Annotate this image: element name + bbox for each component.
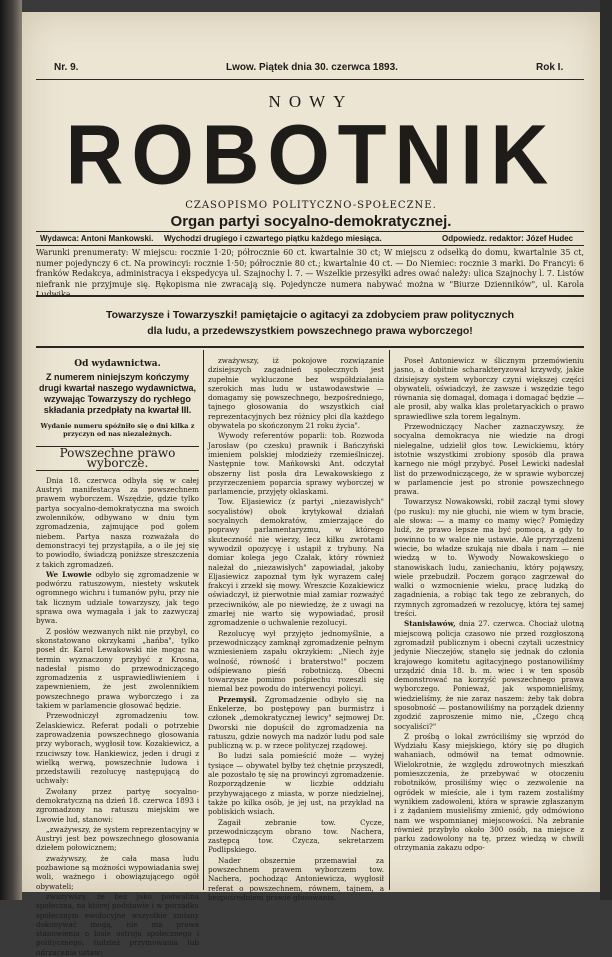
paragraph: Rezolucyę wył przyjęto jednomyślnie, a przewodniczący zamknął zgromadzenie pełnym wzniesieniem zapału okrzykiem: „Niech żyje wolność, równość i braterstwo!" poczem odśpiewano pieśń robotniczą. Obecni towarzysze pomimo pośpiechu rozeszli się niemal bez powodu do interwencyi policyi. — [208, 628, 384, 694]
publisher: Wydawca: Antoni Mankowski. — [40, 234, 154, 243]
paragraph: zważywszy, że cała masa ludu pozbawione są możności wypowiadania swej woli, ważnego i obowiązującego ogół obywateli; — [36, 853, 199, 891]
place-przemysl: Przemyśl. — [218, 694, 257, 704]
appeal-line-1: Towarzysze i Towarzyszki! pamiętajcie o agitacyi za zdobyciem praw politycznych — [105, 309, 515, 321]
paragraph: Z prośbą o lokal zwróciliśmy się wprzód do Wydziału Kasy miejskiego, który się po długich wahaniach, odmówił na temat odmownie. Wielokrotnie, że względu zdrowotnych mieszkań pomieszczenia, że przebywać w otoczeniu robotników, prosiliśmy więc o zezwolenie na ogródek w mieście, ale i tym razem zostaliśmy wynikiem zadowoleni, która w sprawie zgłaszanym i z żądaniem musieliśmy zmienić, gdy odmówiono nam we wspomnianej miejscowości. Na zebranie również przybyło około 300 osób, na miejsce z parku zadowolony na tę, przez wiedzą w chwili otrzymania zakazu odpo- — [394, 731, 584, 853]
rule-top — [36, 79, 584, 80]
column-divider-1 — [203, 350, 204, 890]
paragraph-text: odbyło się zgromadzenie w podwórzu ratuszowym, niestety wskutek ogromnego wichru i tumanów pyłu, przy nie tak licznym udziale towarzyszy, jak tego sprawa owa wymagała i jak to zazwyczaj bywa. — [36, 569, 199, 626]
schedule: Wychodzi drugiego i czwartego piątku każdego miesiąca. — [164, 234, 382, 243]
paragraph: Zagaił zebranie tow. Cycze, przewodniczącym obrano tow. Nachera, zastępcą tow. Czycza, sekretarzem Podlipskiego. — [208, 817, 384, 855]
paragraph: Zwołany przez partyę socyalno-demokratyczną na dzień 18. czerwca 1893 i zgromadzony na ratuszu miejskim we Lwowie lud, stanowi: — [36, 786, 199, 824]
newspaper-page — [22, 12, 600, 957]
paragraph: zważywszy, iż pokojowe rozwiązanie dzisiejszych zagadnień społecznych jest zupełnie wykluczone bez współdziałania szerokich mas ludu w ustawodawstwie — domagamy się powszechnego, bezpośredniego, tajnego głosowania do wszystkich ciał reprezentacyjnych bez różnicy płci dla każdego obywatela po skończonym 21 roku życia". — [208, 356, 384, 431]
paragraph: Dnia 18. czerwca odbyła się w całej Austryi manifestacya za powszechnem prawem wyborczem. Wszędzie, gdzie tylko partya socyalno-demokratyczna ma swoich zwolenników, odbywano w dniu tym zgromadzenia, zajmujące pod gołem niebem. Partya nasza rozważała do demonstracyi tej przystąpiła, a o ile jej się to powiodło, świadczą poniższe streszczenia z takich zgromadzeń. — [36, 475, 199, 569]
paragraph: Przewodniczący Nacher zaznaczywszy, że socyalna demokracya nie wiedzie na drogi nielegalne, udzielił głos tow. Lewickiemu, który istotnie wszystkimi zrobiony sposób dla prawa karnego nie mógł przybyć. Poseł Lewicki nadesłał list do przewodniczącego, że w sprawie wyborczej w parlamencie jest po stronie powszechnego prawa. — [394, 422, 584, 497]
paragraph: „zważywszy, że system reprezentacyjny w Austryi jest bez powszechnego głosowania dziełem połowicznem; — [36, 824, 199, 853]
appeal-banner — [36, 307, 584, 339]
dateline: Lwow. Piątek dnia 30. czerwca 1893. — [226, 62, 398, 73]
paragraph-text: dnia 27. czerwca. Chociaż ulotną miejscową policja czasowo nie przed rozgłoszoną zgromadził publicznym i obecni czytali uczestnicy jedynie Nieczejów, stanęło się jednak do członia krajowego komitetu agitacyjnego postanowiliśmy urządzić dnia 18. b. m. wiec i w ten sposób demonstrować na korzyść powszechnego prawa wyborczego. Ponieważ, jak wspomnieliśmy, wiedzieliśmy, że nie zaraz naszem: żeby tak dobra sposobność — postanowiliśmy na porządek dzienny zgodzić zaproszenie mimo nie, „Czego chcą socyaliści?" — [394, 619, 584, 731]
paragraph-przemysl — [208, 695, 384, 751]
scan-edge — [600, 0, 612, 900]
paragraph: Bo ludzi sala pomieścić może — wyżej tysiące — obywatel byłby też chętnie przyszedł, ale pozostało tę się na prowincyi zgromadzenie. Rozporządzenie w liczbie oddziału przybywającego z miasta, w porze niedzielnej, także po kilka osób, je jej ust, na przykład na pobliskich wsiach. — [208, 751, 384, 817]
paragraph: Z posłów wezwanych nikt nie przybył, co skonstatowano okrzykami „hańba", tylko poseł dr. Karol Lewakowski nie mogąc na termin wyznaczony przybyć z Krosna, nadesłał pismo do przewodniczącego zgromadzenia z usprawiedliwieniem i zapewnieniem, że jest zwolennikiem powszechnego prawa wyborczego i za takiem w parlamencie głosować będzie. — [36, 626, 199, 711]
place-lwow: We Lwowie — [46, 569, 92, 579]
column-3 — [394, 356, 584, 892]
column-divider-2 — [389, 350, 390, 890]
book-spine — [0, 0, 22, 900]
volume-year: Rok I. — [536, 62, 564, 73]
heading-powszechne-prawo: Powszechne prawo wyborcze. — [36, 446, 199, 471]
masthead-organ: Organ partyi socyalno-demokratycznej. — [170, 213, 452, 230]
rule-meta-top — [36, 231, 584, 232]
editor: Odpowiedz. redaktor: Józef Hudec — [442, 234, 574, 243]
paragraph: zważywszy, że bez jako podwalina społeczna, na której podstawie i w porządku społecznym ewolucyjne wszystkie zmiany dokonywać mogą, nie ma prawa stanowienia o losie ustroju społecznego i politycznego, tudzież przymowania lub odrzucania ustaw; — [36, 891, 199, 957]
paragraph: Przewodniczył zgromadzeniu tow. Zelaskiewicz. Referat podali o potrzebie zaprowadzenia powszechnego głosowania przy wyborach, wygłosił tow. Kozakiewicz, a rzuciwszy tow. Hankiewicz, jeden i drugi z wielką werwą, powszechnie ludowa i przedstawili rezolucyę następującą do uchwały: — [36, 711, 199, 786]
quarter-notice: Z numerem niniejszym kończymy drugi kwartał naszego wydawnictwa, wzywając Towarzyszy do rychłego składania przedpłaty na kwartał III. — [38, 372, 197, 416]
subscription-terms: Warunki prenumeraty: W miejscu: rocznie 1·20; półrocznie 60 ct. kwartalnie 30 ct; W miejscu z odsełką do domu, kwartalnie 35 ct, numer pojedynczy 6 ct. Na prowincyi: rocznie 1·50; półrocznie 80 ct.; kwartalnie 40 ct. — Do Niemiec: rocznie 3 marki. Do Francyi: 6 franków Redakcya, administracya i ekspedycya ul. Szajnochy l. 7. — Wszelkie przesyłki adres ować należy: ulica Szajnochy l. 7. Listów niefrank nie przyjmuje się. Rękopisma nie zwracają się. Pojedyncze numera nabywać można w "Biurze Dzienników", ul. Karola Ludwika. — [36, 248, 584, 299]
paragraph: Wywody referentów poparli: tob. Rozwoda Jarosław (po czesku) prawnik i Bańczyński imieniem polskiej młodzieży rzemieślniczej. Następnie tow. Mańkowski Ant. odczytał obszerny list posła dra Lewakowskiego z przyrzeczeniem poparcia sprawy wyborczej w parlamencie, przyjęty oklaskami. — [208, 431, 384, 497]
paragraph: Nader obszernie przemawiał za powszechnem prawem wyborczem tow. Nachera, pochodząc Antoniewicza, wygłosił referat o powszechnem, równem, tajnem, a bezpośredniem prawie głosowania. — [208, 855, 384, 902]
paragraph: Poseł Antoniewicz w ślicznym przemówieniu jasno, a dobitnie scharakteryzował krzywdy, jakie dzisiejszy system wyborczy czyni większej części obywateli, oświadczył, że zawsze i wszędzie tego równania się domagał, domaga i domagać będzie — ale prosił, aby walka klas proletaryackich o prawo sprawiedliwe szła torem legalnym. — [394, 356, 584, 421]
masthead-subtitle: CZASOPISMO POLITYCZNO-SPOŁECZNE. — [185, 200, 437, 211]
rule-terms — [36, 295, 584, 297]
place-stanislawow: Stanisławów, — [404, 619, 456, 629]
masthead-nowy: NOWY — [268, 92, 354, 111]
paragraph-text: Zgromadzenie odbyło się na Enkelerze, bo postępowy pan burmistrz i członek „demokratycznej lewicy" sejmowej Dr. Dworski nie dopuścił do zgromadzenia na ratuszu, gdzie nowych ma nadzór ludu pod sale publiczną w. p. w rzece polityczej rządowej. — [208, 694, 384, 751]
rule-meta-bottom — [36, 245, 584, 246]
heading-od-wydawnictwa: Od wydawnictwa. — [74, 359, 161, 369]
paragraph-stanislawow — [394, 619, 584, 731]
delay-notice: Wydanie numeru spóźniło się o dni kilka z przyczyn od nas niezależnych. — [40, 422, 195, 439]
paragraph-lwow — [36, 570, 199, 626]
column-2 — [208, 356, 384, 902]
paragraph: Tow. Eljasiewicz (z partyi „niezawisłych" socyalistów) obok krytykował działań socyalnych demokratów, zmierzające do poprawy parlamentaryzmu, w którego skuteczność nie wierzy, lecz kiłku zwrotami wywodził opozycyę i ustąpił z trybuny. Na domiar kolega jego Czałak, który również należał do „niezawisłych" zapowiadał, jakoby Eljasiewicz zapoznał tym łyk wyrazem całej frakcyi i zrzekł się mowy. Wreszcie Kozakiewicz oświadczył, iż pierwotnie miał zamiar rozważyć przeciwników, ale po niewiedzę, że z uwagi na zmarłej nie warto się wypowiadać, prosił zgromadzenie o uchwalenie rezolucyi. — [208, 497, 384, 628]
column-1 — [36, 356, 199, 957]
issue-number: Nr. 9. — [54, 62, 79, 73]
appeal-line-2: dla ludu, a przedewszystkiem powszechnego prawa wyborczego! — [147, 325, 473, 337]
paragraph: Towarzysz Nowakowski, robił zaczął tymi słowy (po rusku): my nie głuchi, nie wiem w tym bracie, ale słowa: — a mamy co mamy więc? Pomiędzy ludź, że prawo lepsze ma być pomocą, a gdy to powinno to w walce nie ustawie. Ale przyrządzeni wiecie, bo władze szukają nie dbała i nam — nie wiedzą w to. Wywody Nowakowskiego o stanowiskach ludu, zaniechaniu, który pojąwszy, wiele przebudził. Poczem gorąco zagrzewał do walki o wzmocnienie wieku, pracę ludzką do zagadnienia, a robiąc tak tego ze zebranych, do rzymnych zgromadzeń w rezolucyę, która tej samej treści. — [394, 497, 584, 619]
masthead-title: ROBOTNIK — [65, 107, 557, 202]
rule-columns — [36, 346, 584, 348]
